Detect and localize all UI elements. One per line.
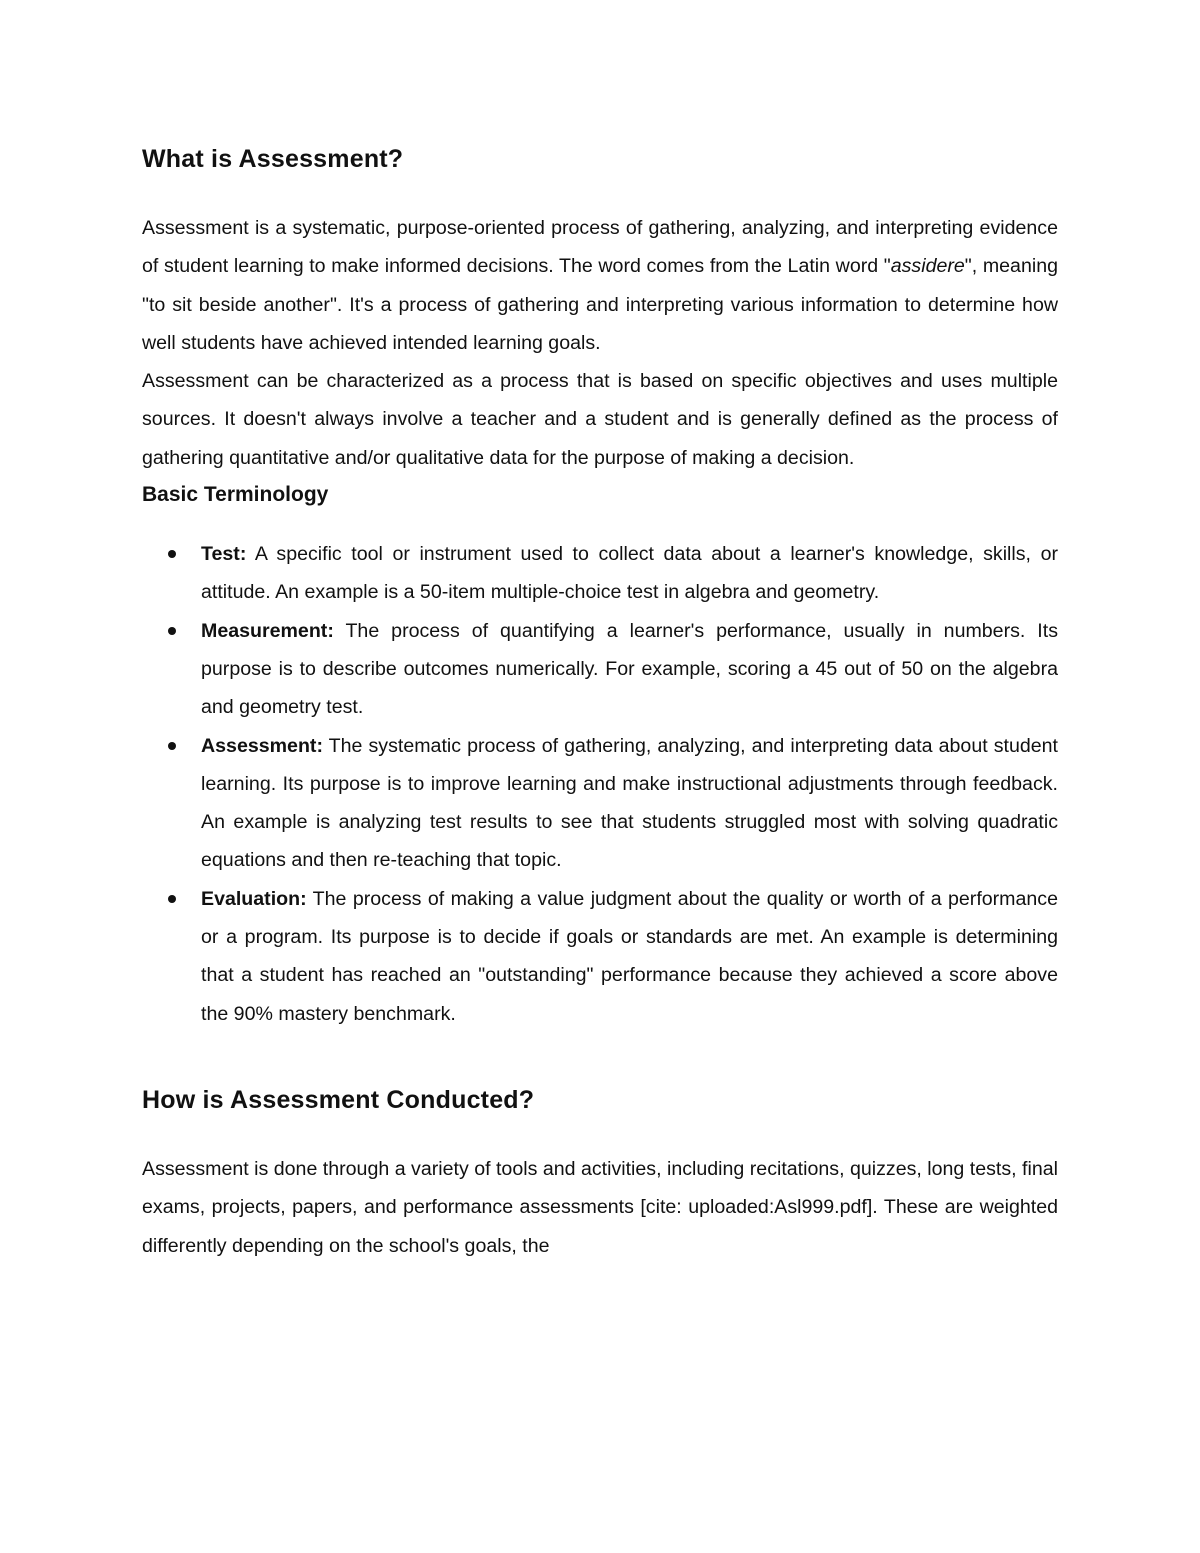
subsection-title-basic-terminology: Basic Terminology	[142, 483, 329, 507]
list-item-measurement	[201, 612, 1058, 727]
list-item-assessment	[201, 727, 1058, 880]
term-definition: The process of quantifying a learner's performance, usually in numbers. Its purpose is to describe outcomes numerically. For example, scoring a 45 out of 50 on the algebra and geometry test.	[201, 619, 1058, 719]
term-label: Measurement:	[201, 619, 334, 642]
paragraph-tools: Assessment is done through a variety of tools and activities, including recitations, quizzes, long tests, final exams, projects, papers, and performance assessments [cite: uploaded:Asl999.pdf]. These are weighted differently depending on the school's goals, the	[142, 1157, 1058, 1257]
list-item-evaluation	[201, 880, 1058, 1033]
definition-text-end: ", meaning "to sit beside another". It's a process of gathering and interpreting various information to determine how well students have achieved intended learning goals.	[142, 255, 1058, 354]
term-definition: A specific tool or instrument used to collect data about a learner's knowledge, skills, or attitude. An example is a 50-item multiple-choice test in algebra and geometry.	[201, 543, 1058, 604]
paragraph-characterization: Assessment can be characterized as a process that is based on specific objectives and uses multiple sources. It doesn't always involve a teacher and a student and is generally defined as the process of gathering quantitative and/or qualitative data for the purpose of making a decision.	[142, 370, 1058, 469]
bullet-icon	[168, 550, 176, 558]
definition-text-start: Assessment is a systematic, purpose-oriented process of gathering, analyzing, and interpreting evidence of student learning to make informed decisions. The word comes from the Latin word "	[142, 217, 1058, 278]
latin-word: assidere	[890, 255, 965, 278]
bullet-icon	[168, 895, 176, 903]
term-definition: The process of making a value judgment about the quality or worth of a performance or a program. Its purpose is to decide if goals or standards are met. An example is determining that a student has reached an "outstanding" performance because they achieved a score above the 90% mastery benchmark.	[201, 887, 1058, 1025]
term-definition: The systematic process of gathering, analyzing, and interpreting data about student learning. Its purpose is to improve learning and make instructional adjustments through feedback. An example is analyzing test results to see that students struggled most with solving quadratic equations and then re-teaching that topic.	[201, 734, 1058, 872]
term-label: Assessment:	[201, 734, 323, 757]
document-page	[142, 138, 1058, 1265]
term-label: Evaluation:	[201, 887, 307, 910]
section-title-what-is-assessment: What is Assessment?	[142, 145, 404, 173]
paragraph-definition	[142, 209, 1058, 362]
section-title-how-is-assessment-conducted: How is Assessment Conducted?	[142, 1085, 535, 1114]
terminology-list	[142, 535, 1058, 1033]
bullet-icon	[168, 742, 176, 750]
bullet-icon	[168, 627, 176, 635]
term-label: Test:	[201, 543, 247, 566]
list-item-test	[201, 535, 1058, 612]
